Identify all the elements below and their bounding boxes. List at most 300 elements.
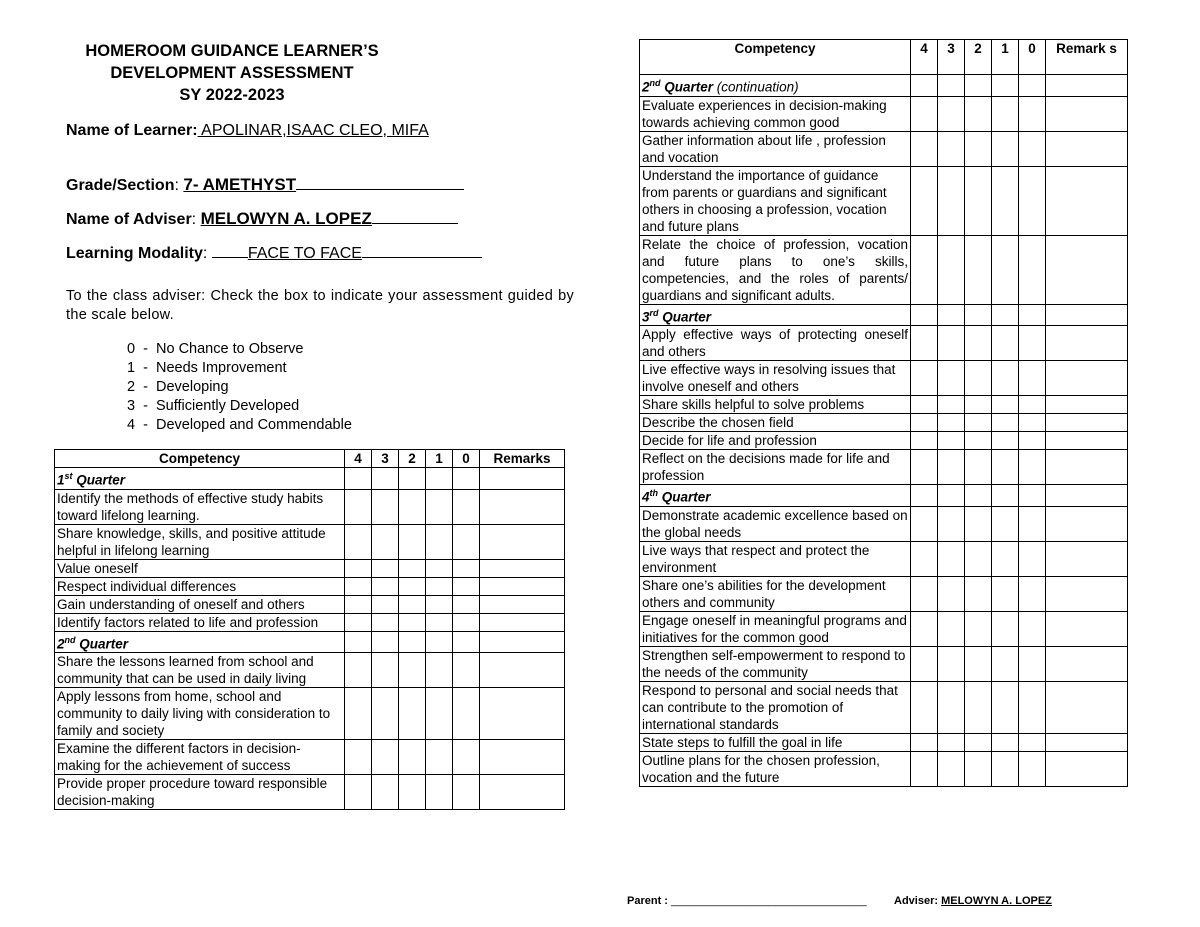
score-checkbox[interactable]: [965, 646, 992, 681]
quarter-number: 2: [642, 79, 650, 95]
remarks-cell[interactable]: [480, 489, 565, 524]
score-checkbox[interactable]: [1019, 733, 1046, 751]
competency-row: [55, 653, 565, 688]
adviser-rule: [372, 209, 458, 224]
score-checkbox[interactable]: [1019, 506, 1046, 541]
quarter-ordinal: nd: [64, 634, 76, 645]
adviser-field: [66, 209, 458, 229]
score-checkbox[interactable]: [426, 653, 453, 688]
score-checkbox[interactable]: [1019, 96, 1046, 131]
score-checkbox[interactable]: [1019, 166, 1046, 235]
score-checkbox[interactable]: [1019, 450, 1046, 485]
score-checkbox[interactable]: [426, 577, 453, 595]
score-checkbox[interactable]: [372, 524, 399, 559]
score-checkbox[interactable]: [938, 326, 965, 361]
score-checkbox[interactable]: [965, 611, 992, 646]
score-checkbox[interactable]: [992, 751, 1019, 786]
score-checkbox: [399, 631, 426, 653]
competency-text: Apply lessons from home, school and community to daily living with consideration to family and society: [55, 688, 345, 740]
score-checkbox[interactable]: [372, 688, 399, 740]
score-checkbox: [911, 304, 938, 326]
score-checkbox[interactable]: [965, 361, 992, 396]
remarks-cell[interactable]: [1046, 576, 1128, 611]
score-checkbox[interactable]: [965, 131, 992, 166]
score-checkbox[interactable]: [911, 506, 938, 541]
competency-row: [640, 396, 1128, 414]
score-checkbox[interactable]: [399, 740, 426, 775]
score-checkbox: [1019, 75, 1046, 97]
score-checkbox[interactable]: [453, 740, 480, 775]
remarks-cell[interactable]: [480, 613, 565, 631]
score-checkbox[interactable]: [965, 541, 992, 576]
score-checkbox[interactable]: [992, 541, 1019, 576]
score-checkbox[interactable]: [399, 489, 426, 524]
score-checkbox[interactable]: [938, 506, 965, 541]
score-checkbox[interactable]: [426, 688, 453, 740]
competency-text: Strengthen self-empowerment to respond to the needs of the community: [640, 646, 911, 681]
rating-scale: [127, 340, 352, 435]
remarks-header: Remarks: [480, 450, 565, 468]
score-checkbox[interactable]: [1019, 326, 1046, 361]
score-checkbox: [965, 304, 992, 326]
score-checkbox[interactable]: [399, 595, 426, 613]
competency-row: [55, 559, 565, 577]
score-checkbox[interactable]: [911, 681, 938, 733]
score-checkbox[interactable]: [399, 577, 426, 595]
score-checkbox[interactable]: [453, 524, 480, 559]
quarter-heading: [55, 631, 345, 653]
competency-row: [55, 595, 565, 613]
score-checkbox[interactable]: [938, 681, 965, 733]
score-checkbox[interactable]: [372, 740, 399, 775]
score-checkbox[interactable]: [992, 414, 1019, 432]
score-0-header: 0: [1019, 40, 1046, 75]
quarter-row: [640, 75, 1128, 97]
adviser-label: Name of Adviser: [66, 211, 192, 228]
score-checkbox: [1019, 304, 1046, 326]
competency-text: Respond to personal and social needs that can contribute to the promotion of international standards: [640, 681, 911, 733]
score-checkbox[interactable]: [911, 611, 938, 646]
adviser-colon: :: [191, 211, 197, 228]
remarks-cell[interactable]: [1046, 450, 1128, 485]
grade-colon: :: [174, 177, 179, 194]
competency-text: Share one’s abilities for the development others and community: [640, 576, 911, 611]
scale-item: 2 - Developing: [127, 379, 229, 395]
competency-text: Share the lessons learned from school and community that can be used in daily living: [55, 653, 345, 688]
competency-row: [640, 131, 1128, 166]
remarks-cell[interactable]: [480, 524, 565, 559]
score-checkbox[interactable]: [1019, 414, 1046, 432]
score-checkbox: [965, 485, 992, 507]
remarks-cell[interactable]: [1046, 733, 1128, 751]
competency-row: [640, 611, 1128, 646]
remarks-cell: [1046, 304, 1128, 326]
score-checkbox[interactable]: [911, 361, 938, 396]
quarter-number: 4: [642, 489, 650, 505]
score-checkbox[interactable]: [938, 96, 965, 131]
competency-text: Examine the different factors in decision-making for the achievement of success: [55, 740, 345, 775]
remarks-cell: [480, 468, 565, 490]
competency-text: Value oneself: [55, 559, 345, 577]
competency-row: [55, 577, 565, 595]
remarks-cell[interactable]: [480, 653, 565, 688]
learner-label: Name of Learner:: [66, 122, 198, 139]
scale-item: 3 - Sufficiently Developed: [127, 398, 300, 414]
grade-field: [66, 175, 464, 195]
score-checkbox[interactable]: [453, 577, 480, 595]
score-0-header: 0: [453, 450, 480, 468]
parent-signature: [627, 895, 867, 907]
competency-row: [640, 235, 1128, 304]
score-checkbox[interactable]: [345, 577, 372, 595]
competency-row: [640, 506, 1128, 541]
score-checkbox[interactable]: [938, 576, 965, 611]
modality-field: [66, 243, 482, 263]
remarks-cell[interactable]: [480, 740, 565, 775]
score-checkbox[interactable]: [372, 595, 399, 613]
remarks-cell[interactable]: [1046, 235, 1128, 304]
modality-value: FACE TO FACE: [247, 245, 362, 262]
score-checkbox[interactable]: [911, 576, 938, 611]
score-checkbox[interactable]: [372, 559, 399, 577]
score-checkbox[interactable]: [992, 576, 1019, 611]
score-checkbox[interactable]: [1019, 576, 1046, 611]
score-checkbox[interactable]: [965, 432, 992, 450]
score-checkbox[interactable]: [426, 613, 453, 631]
score-checkbox[interactable]: [992, 432, 1019, 450]
score-checkbox[interactable]: [938, 361, 965, 396]
score-checkbox[interactable]: [1019, 131, 1046, 166]
quarter-number: 2: [57, 636, 65, 651]
learner-field: [66, 122, 429, 140]
remarks-cell[interactable]: [480, 775, 565, 810]
score-checkbox[interactable]: [992, 681, 1019, 733]
score-checkbox[interactable]: [992, 326, 1019, 361]
competency-text: State steps to fulfill the goal in life: [640, 733, 911, 751]
score-checkbox[interactable]: [453, 489, 480, 524]
score-checkbox[interactable]: [938, 450, 965, 485]
score-checkbox[interactable]: [965, 326, 992, 361]
score-checkbox[interactable]: [965, 751, 992, 786]
competency-text: Live effective ways in resolving issues that involve oneself and others: [640, 361, 911, 396]
competency-row: [640, 432, 1128, 450]
competency-text: Outline plans for the chosen profession, vocation and the future: [640, 751, 911, 786]
remarks-cell: [480, 631, 565, 653]
quarter-row: [55, 468, 565, 490]
remarks-cell[interactable]: [1046, 751, 1128, 786]
score-checkbox: [911, 485, 938, 507]
score-checkbox[interactable]: [965, 576, 992, 611]
score-checkbox[interactable]: [965, 733, 992, 751]
competency-header: Competency: [55, 450, 345, 468]
remarks-cell[interactable]: [480, 595, 565, 613]
score-checkbox[interactable]: [426, 559, 453, 577]
adviser-signature: [894, 895, 1052, 907]
remarks-cell[interactable]: [1046, 646, 1128, 681]
grade-rule: [296, 175, 464, 190]
modality-colon: :: [202, 245, 208, 262]
remarks-cell[interactable]: [1046, 681, 1128, 733]
quarter-label: Quarter: [660, 79, 714, 95]
score-checkbox[interactable]: [911, 131, 938, 166]
remarks-cell[interactable]: [1046, 396, 1128, 414]
score-checkbox[interactable]: [992, 733, 1019, 751]
score-checkbox[interactable]: [992, 131, 1019, 166]
remarks-cell[interactable]: [1046, 131, 1128, 166]
remarks-cell[interactable]: [480, 688, 565, 740]
competency-text: Describe the chosen field: [640, 414, 911, 432]
score-checkbox[interactable]: [1019, 396, 1046, 414]
score-checkbox: [965, 75, 992, 97]
score-checkbox[interactable]: [992, 235, 1019, 304]
grade-label: Grade/Section: [66, 177, 175, 194]
score-3-header: 3: [372, 450, 399, 468]
quarter-number: 3: [642, 309, 650, 324]
score-checkbox[interactable]: [1019, 361, 1046, 396]
score-checkbox[interactable]: [938, 131, 965, 166]
score-checkbox[interactable]: [453, 775, 480, 810]
remarks-cell[interactable]: [1046, 361, 1128, 396]
score-2-header: 2: [965, 40, 992, 75]
competency-row: [55, 489, 565, 524]
score-checkbox: [992, 75, 1019, 97]
score-checkbox[interactable]: [938, 235, 965, 304]
score-checkbox[interactable]: [992, 450, 1019, 485]
competency-table-left: [54, 449, 565, 810]
quarter-label: Quarter: [72, 472, 126, 488]
score-checkbox[interactable]: [992, 611, 1019, 646]
score-1-header: 1: [426, 450, 453, 468]
quarter-ordinal: st: [64, 471, 73, 481]
table-header-row: [640, 40, 1128, 75]
score-3-header: 3: [938, 40, 965, 75]
competency-text: Live ways that respect and protect the environment: [640, 541, 911, 576]
score-checkbox: [911, 75, 938, 97]
score-2-header: 2: [399, 450, 426, 468]
quarter-ordinal: nd: [649, 78, 661, 88]
score-checkbox[interactable]: [911, 326, 938, 361]
score-checkbox[interactable]: [965, 506, 992, 541]
score-checkbox[interactable]: [938, 166, 965, 235]
score-checkbox[interactable]: [345, 653, 372, 688]
score-checkbox[interactable]: [399, 775, 426, 810]
score-checkbox[interactable]: [399, 688, 426, 740]
remarks-cell[interactable]: [1046, 96, 1128, 131]
score-checkbox[interactable]: [1019, 681, 1046, 733]
score-checkbox[interactable]: [938, 541, 965, 576]
competency-row: [640, 541, 1128, 576]
score-checkbox[interactable]: [345, 775, 372, 810]
score-checkbox[interactable]: [345, 524, 372, 559]
score-checkbox[interactable]: [911, 733, 938, 751]
learner-value: APOLINAR,ISAAC CLEO, MIFA: [197, 122, 429, 139]
score-checkbox[interactable]: [399, 613, 426, 631]
quarter-ordinal: th: [649, 488, 659, 498]
competency-table-right: [639, 39, 1128, 787]
score-checkbox[interactable]: [965, 450, 992, 485]
remarks-cell[interactable]: [1046, 166, 1128, 235]
quarter-row: [55, 631, 565, 653]
score-checkbox[interactable]: [911, 751, 938, 786]
score-checkbox[interactable]: [938, 611, 965, 646]
score-checkbox[interactable]: [911, 166, 938, 235]
score-checkbox[interactable]: [426, 489, 453, 524]
score-checkbox[interactable]: [911, 432, 938, 450]
competency-row: [55, 775, 565, 810]
score-checkbox[interactable]: [372, 775, 399, 810]
quarter-suffix: (continuation): [713, 79, 799, 95]
score-checkbox[interactable]: [965, 166, 992, 235]
score-checkbox: [399, 468, 426, 490]
competency-text: Gather information about life , profession and vocation: [640, 131, 911, 166]
remarks-cell[interactable]: [1046, 432, 1128, 450]
score-checkbox[interactable]: [938, 733, 965, 751]
score-checkbox[interactable]: [911, 396, 938, 414]
score-checkbox[interactable]: [965, 235, 992, 304]
score-checkbox[interactable]: [372, 613, 399, 631]
score-checkbox[interactable]: [1019, 751, 1046, 786]
score-checkbox[interactable]: [372, 653, 399, 688]
score-checkbox[interactable]: [938, 396, 965, 414]
score-checkbox[interactable]: [453, 613, 480, 631]
competency-row: [640, 751, 1128, 786]
score-checkbox[interactable]: [345, 688, 372, 740]
competency-row: [55, 613, 565, 631]
competency-text: Demonstrate academic excellence based on the global needs: [640, 506, 911, 541]
score-checkbox[interactable]: [965, 96, 992, 131]
competency-row: [640, 414, 1128, 432]
score-checkbox[interactable]: [426, 595, 453, 613]
quarter-heading: [55, 468, 345, 490]
score-checkbox[interactable]: [965, 396, 992, 414]
parent-label: Parent :: [627, 895, 672, 907]
score-checkbox[interactable]: [345, 489, 372, 524]
remarks-cell[interactable]: [1046, 506, 1128, 541]
score-checkbox[interactable]: [372, 577, 399, 595]
competency-text: Share knowledge, skills, and positive attitude helpful in lifelong learning: [55, 524, 345, 559]
score-checkbox[interactable]: [345, 740, 372, 775]
score-checkbox[interactable]: [453, 653, 480, 688]
quarter-label: Quarter: [658, 489, 711, 505]
competency-row: [640, 576, 1128, 611]
modality-rule-left: [212, 243, 248, 258]
competency-text: Provide proper procedure toward responsible decision-making: [55, 775, 345, 810]
score-checkbox[interactable]: [426, 740, 453, 775]
score-checkbox: [992, 304, 1019, 326]
score-checkbox[interactable]: [911, 541, 938, 576]
quarter-number: 1: [57, 472, 65, 488]
score-checkbox[interactable]: [992, 646, 1019, 681]
competency-row: [55, 740, 565, 775]
footer-adviser-value: MELOWYN A. LOPEZ: [941, 895, 1052, 907]
score-checkbox[interactable]: [1019, 432, 1046, 450]
score-checkbox[interactable]: [372, 489, 399, 524]
score-checkbox[interactable]: [965, 414, 992, 432]
quarter-ordinal: rd: [649, 307, 659, 318]
footer-adviser-label: Adviser:: [894, 895, 942, 907]
competency-row: [640, 326, 1128, 361]
modality-label: Learning Modality: [66, 245, 203, 262]
score-checkbox[interactable]: [938, 432, 965, 450]
competency-row: [640, 646, 1128, 681]
score-4-header: 4: [345, 450, 372, 468]
score-checkbox[interactable]: [938, 414, 965, 432]
competency-text: Reflect on the decisions made for life and profession: [640, 450, 911, 485]
competency-row: [640, 681, 1128, 733]
adviser-value: MELOWYN A. LOPEZ: [200, 209, 372, 228]
competency-row: [640, 166, 1128, 235]
score-checkbox[interactable]: [345, 595, 372, 613]
remarks-cell[interactable]: [1046, 326, 1128, 361]
score-checkbox[interactable]: [399, 559, 426, 577]
score-checkbox[interactable]: [965, 681, 992, 733]
score-checkbox[interactable]: [911, 96, 938, 131]
remarks-cell[interactable]: [1046, 414, 1128, 432]
score-checkbox[interactable]: [938, 646, 965, 681]
competency-text: Gain understanding of oneself and others: [55, 595, 345, 613]
score-checkbox[interactable]: [992, 96, 1019, 131]
score-checkbox[interactable]: [911, 414, 938, 432]
score-checkbox[interactable]: [992, 361, 1019, 396]
score-checkbox[interactable]: [453, 559, 480, 577]
score-checkbox[interactable]: [345, 559, 372, 577]
competency-text: Decide for life and profession: [640, 432, 911, 450]
score-checkbox[interactable]: [1019, 611, 1046, 646]
score-checkbox[interactable]: [938, 751, 965, 786]
score-checkbox[interactable]: [1019, 235, 1046, 304]
score-checkbox[interactable]: [992, 506, 1019, 541]
quarter-label: Quarter: [658, 309, 712, 324]
score-checkbox: [453, 631, 480, 653]
score-checkbox: [1019, 485, 1046, 507]
remarks-cell[interactable]: [480, 577, 565, 595]
remarks-cell: [1046, 485, 1128, 507]
competency-row: [640, 361, 1128, 396]
remarks-cell[interactable]: [480, 559, 565, 577]
score-checkbox[interactable]: [992, 166, 1019, 235]
quarter-heading: [640, 75, 911, 97]
remarks-cell[interactable]: [1046, 541, 1128, 576]
competency-row: [55, 524, 565, 559]
competency-text: Identify the methods of effective study habits toward lifelong learning.: [55, 489, 345, 524]
competency-text: Identify factors related to life and profession: [55, 613, 345, 631]
title-line-1: HOMEROOM GUIDANCE LEARNER’S: [85, 42, 379, 60]
document-title: [54, 40, 410, 106]
score-checkbox[interactable]: [345, 613, 372, 631]
score-checkbox[interactable]: [453, 688, 480, 740]
remarks-cell[interactable]: [1046, 611, 1128, 646]
competency-header: Competency: [640, 40, 911, 75]
score-checkbox[interactable]: [399, 653, 426, 688]
score-checkbox[interactable]: [453, 595, 480, 613]
score-checkbox: [345, 468, 372, 490]
score-checkbox[interactable]: [911, 235, 938, 304]
score-checkbox[interactable]: [992, 396, 1019, 414]
score-checkbox[interactable]: [1019, 646, 1046, 681]
score-checkbox: [938, 485, 965, 507]
score-checkbox[interactable]: [399, 524, 426, 559]
score-checkbox[interactable]: [1019, 541, 1046, 576]
score-checkbox[interactable]: [426, 775, 453, 810]
competency-row: [55, 688, 565, 740]
modality-rule-right: [362, 243, 482, 258]
score-checkbox[interactable]: [911, 450, 938, 485]
score-checkbox[interactable]: [426, 524, 453, 559]
score-checkbox[interactable]: [911, 646, 938, 681]
competency-text: Engage oneself in meaningful programs and initiatives for the common good: [640, 611, 911, 646]
competency-row: [640, 733, 1128, 751]
remarks-header: Remark s: [1046, 40, 1128, 75]
